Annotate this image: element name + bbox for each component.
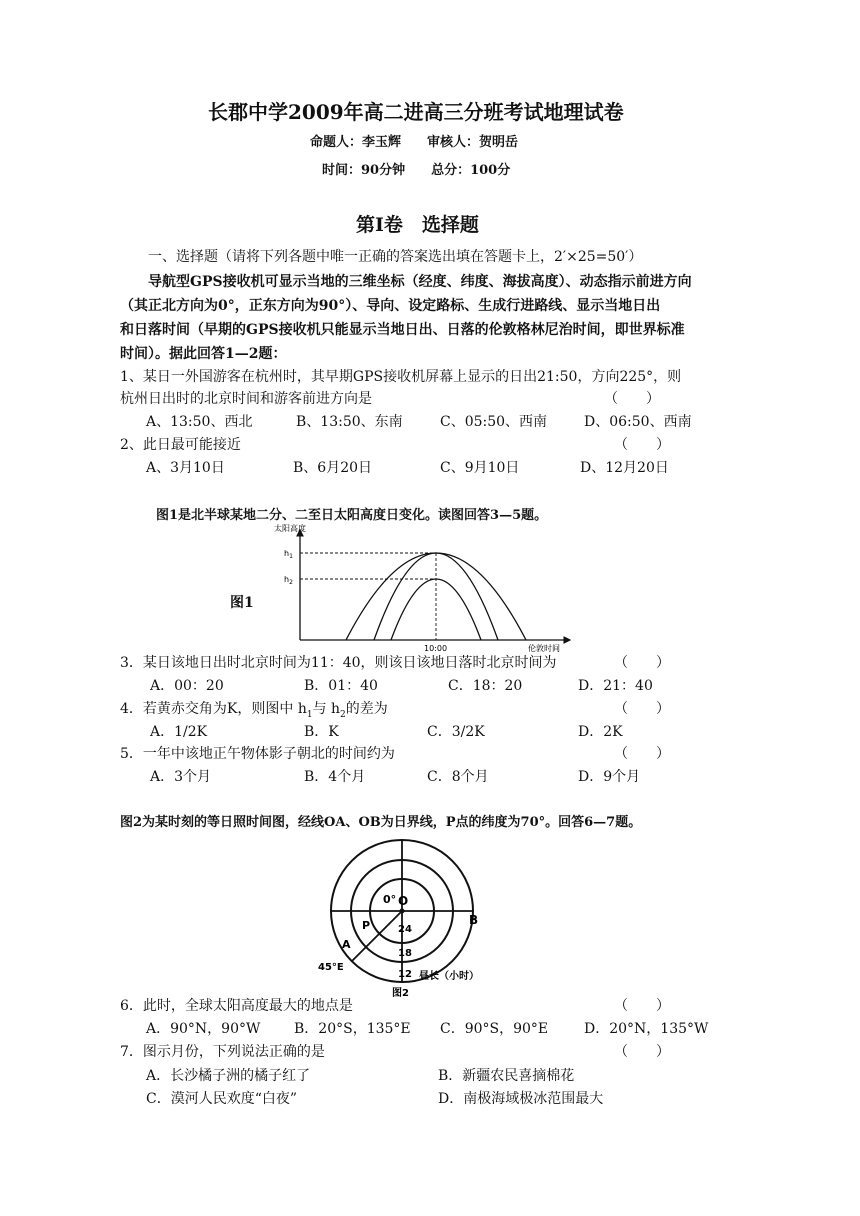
option-b: B．01：40	[304, 678, 378, 694]
passage-line: 导航型GPS接收机可显示当地的三维坐标（经度、纬度、海拔高度）、动态指示前进方向	[148, 274, 692, 290]
option-b: B．K	[304, 724, 339, 740]
option-d: D．20°N，135°W	[584, 1021, 709, 1037]
label-24: 24	[398, 924, 412, 935]
option-d: D、06:50、西南	[584, 414, 692, 430]
figure-1-solar-altitude-chart	[270, 522, 580, 656]
option-c: C．90°S，90°E	[440, 1021, 549, 1037]
exam-title: 长郡中学2009年高二进高三分班考试地理试卷	[208, 100, 624, 124]
answer-bracket: （ ）	[614, 437, 670, 453]
answer-bracket: （ ）	[604, 391, 660, 407]
option-b: B、6月20日	[293, 460, 373, 476]
option-d: D．21：40	[578, 678, 653, 694]
answer-bracket: （ ）	[614, 655, 670, 671]
question-2-stem: 2、此日最可能接近	[120, 437, 241, 453]
option-a: A．00：20	[150, 678, 224, 694]
label-p: P	[362, 919, 371, 932]
passage-line: （其正北方向为0°，正东方向为90°）、导向、设定路标、生成行进路线、显示当地日出	[120, 298, 661, 314]
question-7-stem: 7．图示月份，下列说法正确的是	[120, 1044, 325, 1060]
label-45e: 45°E	[318, 962, 344, 973]
curve-equinox	[374, 553, 498, 640]
option-b: B．4个月	[304, 769, 366, 785]
figure-1-intro: 图1是北半球某地二分、二至日太阳高度日变化。读图回答3—5题。	[156, 508, 548, 523]
question-3-stem: 3．某日该地日出时北京时间为11：40，则该日该地日落时北京时间为	[120, 655, 557, 671]
option-c: C．漠河人民欢度“白夜”	[146, 1091, 298, 1107]
figure-2-intro: 图2为某时刻的等日照时间图，经线OA、OB为日界线，P点的纬度为70°。回答6—7题。	[120, 815, 642, 830]
option-c: C．8个月	[427, 769, 489, 785]
label-0-degree: 0°	[383, 893, 397, 906]
passage-line: 时间）。据此回答1—2题：	[120, 346, 287, 362]
section-instruction: 一、选择题（请将下列各题中唯一正确的答案选出填在答题卡上，2′×25=50′）	[148, 249, 643, 265]
exam-time-score: 时间：90分钟 总分：100分	[322, 163, 511, 178]
option-a: A、13:50、西北	[146, 414, 253, 430]
option-b: B．20°S，135°E	[294, 1021, 411, 1037]
option-d: D．2K	[578, 724, 623, 740]
answer-bracket: （ ）	[614, 998, 670, 1014]
option-c: C．18：20	[448, 678, 523, 694]
question-5-stem: 5．一年中该地正午物体影子朝北的时间约为	[120, 746, 395, 762]
option-b: B．新疆农民喜摘棉花	[438, 1068, 575, 1084]
option-a: A、3月10日	[146, 460, 225, 476]
x-axis-label: 伦敦时间	[528, 644, 560, 653]
question-1-stem: 1、某日一外国游客在杭州时，其早期GPS接收机屏幕上显示的日出21:50，方向225°，则	[120, 369, 682, 385]
question-6-stem: 6．此时，全球太阳高度最大的地点是	[120, 998, 353, 1014]
label-b: B	[469, 913, 479, 927]
option-c: C、9月10日	[440, 460, 520, 476]
option-a: A．1/2K	[150, 724, 208, 740]
curve-summer	[346, 553, 526, 640]
label-o: O	[398, 894, 409, 908]
question-1-stem: 杭州日出时的北京时间和游客前进方向是	[120, 391, 372, 407]
pole-point	[400, 909, 405, 914]
label-a: A	[342, 938, 351, 951]
passage-line: 和日落时间（早期的GPS接收机只能显示当地日出、日落的伦敦格林尼治时间，即世界标准	[120, 322, 685, 338]
figure-2-caption: 图2	[392, 988, 409, 999]
answer-bracket: （ ）	[614, 746, 670, 762]
h2-label: $h_2$	[284, 575, 293, 586]
option-c: C、05:50、西南	[440, 414, 548, 430]
y-axis-label: 太阳高度	[274, 524, 306, 533]
option-c: C．3/2K	[427, 724, 485, 740]
option-a: A．3个月	[150, 769, 212, 785]
option-a: A．90°N，90°W	[146, 1021, 261, 1037]
answer-bracket: （ ）	[614, 1044, 670, 1060]
figure-2-daylength-diagram	[312, 836, 512, 1004]
question-4-stem: 4．若黄赤交角为K，则图中 $h_1$与 $h_2$的差为	[120, 701, 388, 720]
option-a: A．长沙橘子洲的橘子红了	[146, 1068, 311, 1084]
exam-authors: 命题人：李玉辉 审核人：贺明岳	[310, 135, 519, 150]
figure-1-caption: 图1	[230, 595, 254, 611]
section-title: 第Ⅰ卷 选择题	[356, 214, 479, 236]
answer-bracket: （ ）	[614, 701, 670, 717]
option-b: B、13:50、东南	[296, 414, 403, 430]
label-day-length: 昼长（小时）	[419, 971, 479, 982]
x-tick-label: 10:00	[424, 644, 448, 653]
option-d: D．9个月	[578, 769, 641, 785]
option-d: D、12月20日	[580, 460, 669, 476]
label-18: 18	[398, 948, 412, 959]
label-12: 12	[398, 969, 412, 980]
h1-label: $h_1$	[284, 549, 293, 560]
option-d: D．南极海域极冰范围最大	[438, 1091, 604, 1107]
meridian-oa	[352, 911, 402, 961]
